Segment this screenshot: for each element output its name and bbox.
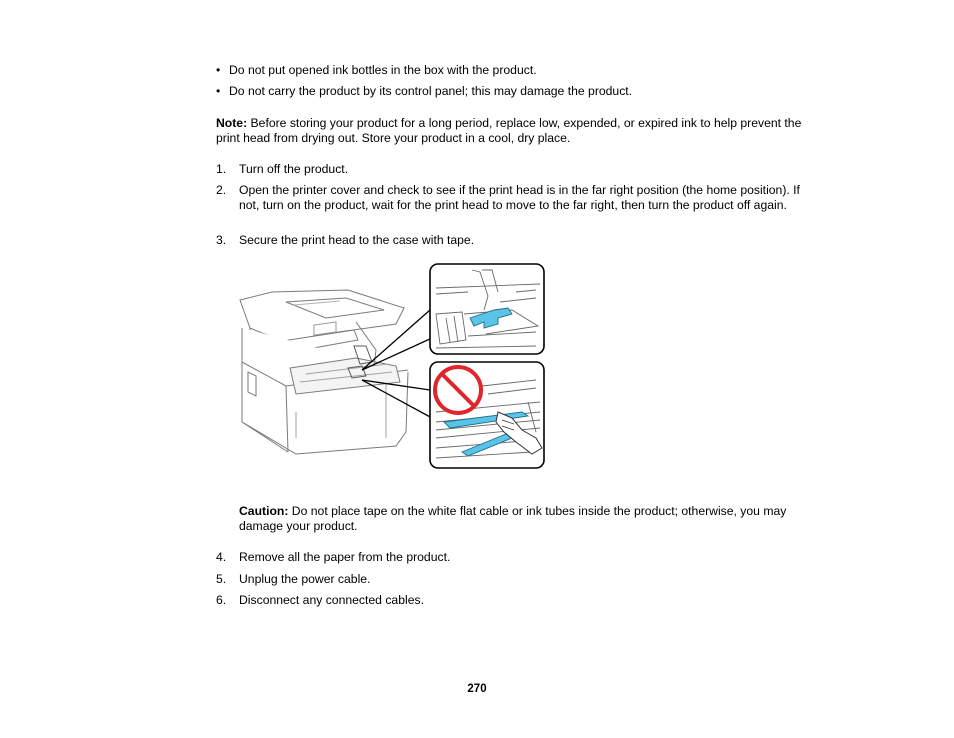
- step-text: Disconnect any connected cables.: [239, 593, 424, 607]
- caution-text: Do not place tape on the white flat cable or ink tubes inside the product; otherwise, you may damage your product.: [239, 504, 787, 533]
- step-text: Secure the print head to the case with tape.: [239, 233, 475, 247]
- step-number: 4.: [216, 550, 227, 564]
- prohibited-icon: [435, 367, 481, 413]
- step-text: Unplug the power cable.: [239, 572, 371, 586]
- step-number: 1.: [216, 162, 227, 176]
- bullet-symbol: •: [216, 84, 221, 98]
- step-text: Turn off the product.: [239, 162, 349, 176]
- step-number: 3.: [216, 233, 227, 247]
- correct-tape-detail: [430, 264, 544, 354]
- step-text: Open the printer cover and check to see if the print head is in the far right position (the home position). If not, turn on the product, wait for the print head to move to the far right, then turn the product off again.: [239, 183, 800, 212]
- step-text: Remove all the paper from the product.: [239, 550, 451, 564]
- caution-paragraph: [239, 504, 814, 533]
- caution-label: Caution:: [239, 504, 289, 518]
- note-text: Before storing your product for a long period, replace low, expended, or expired ink to help prevent the print head from drying out. Store your product in a cool, dry place.: [216, 116, 802, 145]
- step-number: 2.: [216, 183, 227, 197]
- note-paragraph: [216, 116, 816, 145]
- bullet-text: Do not carry the product by its control panel; this may damage the product.: [229, 84, 633, 98]
- printer-icon: [240, 290, 408, 454]
- bullet-text: Do not put opened ink bottles in the box with the product.: [229, 63, 537, 77]
- tape-print-head-illustration: [236, 262, 546, 470]
- note-label: Note:: [216, 116, 248, 130]
- bullet-symbol: •: [216, 63, 221, 77]
- step-number: 6.: [216, 593, 227, 607]
- page-number: 270: [467, 683, 487, 695]
- step-number: 5.: [216, 572, 227, 586]
- incorrect-tape-detail: [430, 362, 544, 468]
